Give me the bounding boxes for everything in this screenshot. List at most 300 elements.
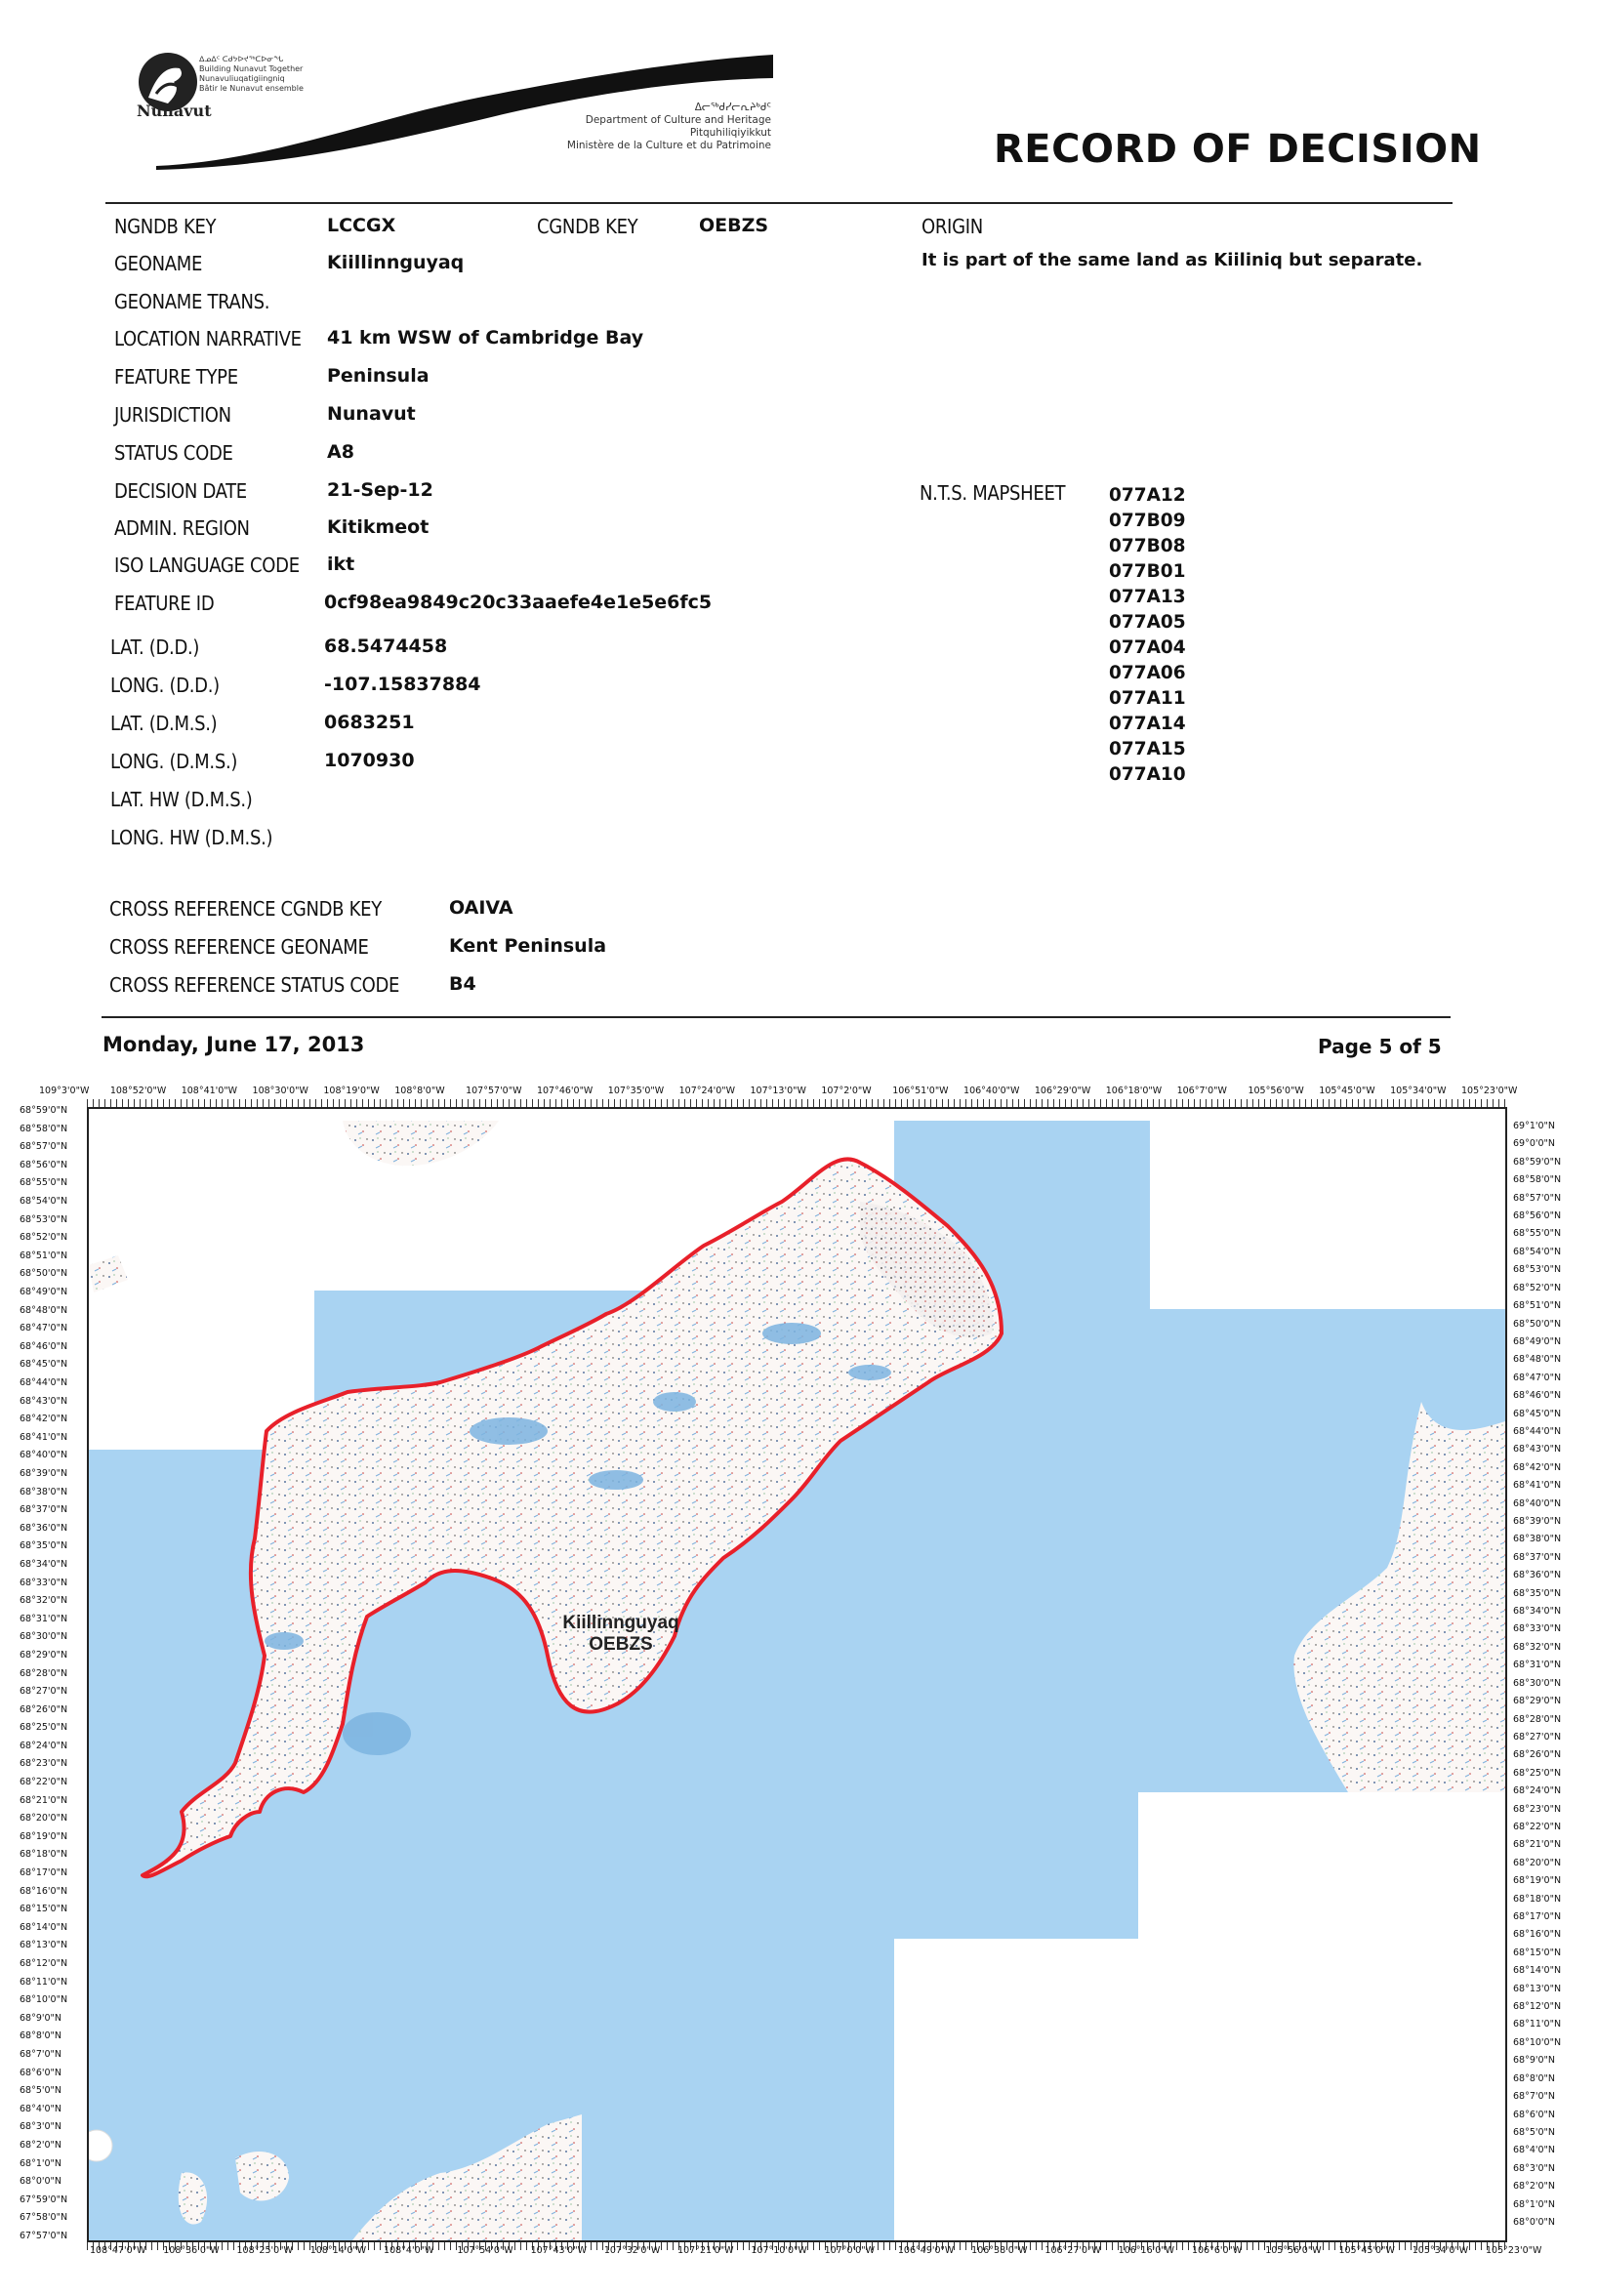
map-tick-mark xyxy=(298,2242,299,2250)
map-tick-mark xyxy=(1293,1099,1294,1107)
water-tile xyxy=(894,1480,1138,1939)
map-tick-mark xyxy=(772,1099,773,1107)
map-tick-mark xyxy=(298,1099,299,1107)
map-tick-label: 68°27'0"N xyxy=(1513,1731,1562,1742)
map-tick-mark xyxy=(186,1099,187,1107)
map-tick-mark xyxy=(391,1099,392,1107)
nts-mapsheet-list xyxy=(1109,483,1186,788)
map-tick-mark xyxy=(1235,1099,1236,1107)
map-tick-label: 106°16'0"W xyxy=(1118,2245,1175,2256)
map-tick-mark xyxy=(1030,2242,1031,2250)
map-tick-mark xyxy=(479,1099,480,1107)
map-tick-mark xyxy=(1405,2242,1406,2250)
map-tick-mark xyxy=(1129,1099,1130,1107)
map-tick-mark xyxy=(889,1099,890,1107)
map-tick-mark xyxy=(163,1099,164,1107)
map-tick-mark xyxy=(719,1099,720,1107)
map-tick-mark xyxy=(99,1099,100,1107)
map-tick-label: 108°25'0"W xyxy=(236,2245,293,2256)
map-tick-mark xyxy=(1493,1099,1494,1107)
map-tick-label: 68°25'0"N xyxy=(20,1722,68,1734)
map-tick-mark xyxy=(145,1099,146,1107)
map-tick-label: 68°1'0"N xyxy=(20,2157,62,2169)
ngndb-key-label: NGNDB KEY xyxy=(114,215,217,238)
map-tick-mark xyxy=(380,1099,381,1107)
map-tick-mark xyxy=(450,2242,451,2250)
map-tick-mark xyxy=(848,1099,849,1107)
map-tick-mark xyxy=(819,1099,820,1107)
map-tick-mark xyxy=(1469,1099,1470,1107)
map-tick-mark xyxy=(755,1099,756,1107)
map-tick-mark xyxy=(561,1099,562,1107)
map-tick-label: 68°57'0"N xyxy=(1513,1192,1562,1204)
map-tick-label: 68°47'0"N xyxy=(1513,1372,1562,1383)
map-tick-label: 105°23'0"W xyxy=(1486,2245,1542,2256)
map-tick-mark xyxy=(251,1099,252,1107)
footer-rule xyxy=(102,1016,1451,1018)
map-tick-mark xyxy=(1182,1099,1183,1107)
map-tick-label: 106°40'0"W xyxy=(963,1086,1020,1096)
map-tick-mark xyxy=(643,1099,644,1107)
map-tick-mark xyxy=(661,1099,662,1107)
field-value: 41 km WSW of Cambridge Bay xyxy=(327,327,644,348)
map-tick-mark xyxy=(1077,1099,1078,1107)
map-tick-mark xyxy=(1405,1099,1406,1107)
map-tick-label: 107°46'0"W xyxy=(536,1086,594,1096)
map-tick-mark xyxy=(415,1099,416,1107)
map-tick-label: 105°56'0"W xyxy=(1265,2245,1322,2256)
map-tick-label: 106°49'0"W xyxy=(897,2245,955,2256)
map-tick-label: 68°49'0"N xyxy=(1513,1335,1562,1347)
map-tick-mark xyxy=(280,1099,281,1107)
map-tick-mark xyxy=(356,1099,357,1107)
map-tick-mark xyxy=(268,1099,269,1107)
map-tick-mark xyxy=(878,2242,879,2250)
map-tick-label: 68°38'0"N xyxy=(20,1486,68,1497)
map-tick-mark xyxy=(1399,1099,1400,1107)
map-tick-label: 68°50'0"N xyxy=(1513,1318,1562,1330)
map-tick-label: 68°21'0"N xyxy=(1513,1839,1562,1851)
map-tick-mark xyxy=(432,1099,433,1107)
map-tick-mark xyxy=(807,1099,808,1107)
map-tick-mark xyxy=(883,2242,884,2250)
map-tick-label: 106°29'0"W xyxy=(1034,1086,1091,1096)
map-tick-mark xyxy=(919,1099,920,1107)
map-tick-label: 68°55'0"N xyxy=(20,1177,68,1189)
map-tick-mark xyxy=(760,1099,761,1107)
map-tick-mark xyxy=(450,1099,451,1107)
map-tick-mark xyxy=(473,1099,474,1107)
map-tick-mark xyxy=(930,1099,931,1107)
north-island xyxy=(343,1121,499,1166)
map-tick-label: 108°4'0"W xyxy=(384,2245,434,2256)
map-tick-mark xyxy=(157,2242,158,2250)
map-tick-mark xyxy=(104,1099,105,1107)
nts-sheet: 077B01 xyxy=(1109,561,1186,582)
map-tick-mark xyxy=(632,1099,633,1107)
map-tick-mark xyxy=(345,1099,346,1107)
cgndb-key-label: CGNDB KEY xyxy=(537,215,638,238)
map-tick-mark xyxy=(878,1099,879,1107)
map-tick-mark xyxy=(673,1099,674,1107)
map-tick-mark xyxy=(573,1099,574,1107)
map-tick-mark xyxy=(128,1099,129,1107)
map-tick-mark xyxy=(965,2242,966,2250)
map-tick-mark xyxy=(1112,1099,1113,1107)
map-tick-mark xyxy=(380,2242,381,2250)
map-tick-mark xyxy=(1247,2242,1248,2250)
map-tick-mark xyxy=(1399,2242,1400,2250)
map-tick-mark xyxy=(813,2242,814,2250)
map-tick-label: 105°23'0"W xyxy=(1461,1086,1518,1096)
map-tick-mark xyxy=(409,1099,410,1107)
map-tick-mark xyxy=(1159,1099,1160,1107)
map-canvas xyxy=(89,1109,1505,2240)
map-tick-label: 68°0'0"N xyxy=(1513,2217,1556,2228)
field-label: LAT. (D.M.S.) xyxy=(110,712,218,735)
map-tick-mark xyxy=(690,1099,691,1107)
map-tick-label: 68°15'0"N xyxy=(1513,1947,1562,1958)
map-tick-label: 68°14'0"N xyxy=(20,1921,68,1933)
map-tick-label: 108°8'0"W xyxy=(394,1086,445,1096)
map-frame xyxy=(87,1107,1507,2242)
map-tick-mark xyxy=(421,1099,422,1107)
map-tick-label: 68°33'0"N xyxy=(1513,1623,1562,1635)
map-tick-label: 68°46'0"N xyxy=(1513,1390,1562,1402)
map-tick-mark xyxy=(1065,1099,1066,1107)
map-tick-label: 107°24'0"W xyxy=(678,1086,736,1096)
map-tick-label: 105°45'0"W xyxy=(1338,2245,1395,2256)
map-tick-mark xyxy=(427,1099,428,1107)
field-value: Nunavut xyxy=(327,403,416,425)
map-tick-mark xyxy=(544,1099,545,1107)
map-tick-label: 68°26'0"N xyxy=(20,1703,68,1715)
map-tick-label: 68°22'0"N xyxy=(20,1777,68,1788)
lake xyxy=(343,1712,411,1755)
map-tick-mark xyxy=(714,1099,715,1107)
map-tick-label: 108°30'0"W xyxy=(252,1086,308,1096)
map-tick-mark xyxy=(895,1099,896,1107)
map-tick-label: 68°3'0"N xyxy=(1513,2162,1556,2174)
map-tick-label: 68°34'0"N xyxy=(20,1558,68,1570)
map-tick-label: 68°21'0"N xyxy=(20,1794,68,1806)
map-tick-label: 106°18'0"W xyxy=(1105,1086,1163,1096)
lake xyxy=(653,1392,696,1412)
map-tick-mark xyxy=(1106,1099,1107,1107)
map-tick-label: 105°34'0"W xyxy=(1412,2245,1469,2256)
map-tick-label: 68°7'0"N xyxy=(1513,2091,1556,2103)
footer-date: Monday, June 17, 2013 xyxy=(102,1033,365,1056)
map-tick-label: 68°7'0"N xyxy=(20,2049,62,2061)
map-tick-mark xyxy=(157,1099,158,1107)
map-tick-mark xyxy=(257,1099,258,1107)
map-tick-label: 68°24'0"N xyxy=(20,1740,68,1751)
map-tick-label: 68°50'0"N xyxy=(20,1268,68,1280)
map-tick-label: 68°41'0"N xyxy=(1513,1480,1562,1492)
cross-ref-value: B4 xyxy=(449,973,476,995)
map-tick-label: 108°19'0"W xyxy=(323,1086,380,1096)
map-tick-label: 68°33'0"N xyxy=(20,1577,68,1588)
ngndb-key-value: LCCGX xyxy=(327,215,396,236)
map-tick-mark xyxy=(778,1099,779,1107)
map-tick-mark xyxy=(1475,1099,1476,1107)
map-tick-label: 68°12'0"N xyxy=(20,1958,68,1970)
map-tick-label: 68°4'0"N xyxy=(1513,2145,1556,2156)
map-tick-label: 68°9'0"N xyxy=(1513,2055,1556,2067)
map-tick-mark xyxy=(743,2242,744,2250)
logo-tagline: Nunavuliuqatigiingniq xyxy=(199,74,285,83)
map-tick-mark xyxy=(936,1099,937,1107)
map-tick-mark xyxy=(397,1099,398,1107)
map-tick-mark xyxy=(333,1099,334,1107)
map-tick-label: 68°40'0"N xyxy=(20,1450,68,1461)
department-line: Pitquhiliqiyikkut xyxy=(689,127,771,139)
map-tick-label: 67°59'0"N xyxy=(20,2194,68,2205)
map-tick-mark xyxy=(1252,2242,1253,2250)
cross-ref-label: CROSS REFERENCE STATUS CODE xyxy=(109,973,400,997)
map-tick-label: 105°45'0"W xyxy=(1319,1086,1375,1096)
map-tick-mark xyxy=(192,1099,193,1107)
lake xyxy=(470,1417,548,1445)
logo-tagline: ᐃᓄᐃᑦ ᑕᑯᔭᐅᔪᖅᑕᐅᓂᖓ xyxy=(199,55,284,63)
map-tick-label: 107°57'0"W xyxy=(466,1086,522,1096)
map-tick-label: 68°19'0"N xyxy=(20,1830,68,1842)
nts-sheet: 077A05 xyxy=(1109,612,1186,633)
department-line: ᐃᓕᖅᑯᓯᓕᕆᔨᒃᑯᑦ xyxy=(694,102,771,113)
map-tick-label: 68°35'0"N xyxy=(1513,1587,1562,1599)
map-tick-label: 68°32'0"N xyxy=(20,1595,68,1607)
map-tick-label: 68°44'0"N xyxy=(20,1376,68,1388)
map-tick-mark xyxy=(456,1099,457,1107)
map-tick-label: 68°19'0"N xyxy=(1513,1875,1562,1887)
map-tick-label: 68°18'0"N xyxy=(20,1849,68,1861)
map-tick-mark xyxy=(591,2242,592,2250)
lake xyxy=(848,1365,891,1380)
map-tick-mark xyxy=(110,1099,111,1107)
map-tick-mark xyxy=(825,1099,826,1107)
map-tick-label: 68°15'0"N xyxy=(20,1904,68,1915)
map-tick-mark xyxy=(140,1099,141,1107)
map-tick-mark xyxy=(1206,1099,1207,1107)
map-tick-mark xyxy=(614,1099,615,1107)
map-tick-label: 68°3'0"N xyxy=(20,2121,62,2133)
map-tick-label: 68°46'0"N xyxy=(20,1340,68,1352)
map-tick-mark xyxy=(438,2242,439,2250)
map-tick-mark xyxy=(1135,1099,1136,1107)
map-tick-label: 68°44'0"N xyxy=(1513,1425,1562,1437)
map-tick-mark xyxy=(304,2242,305,2250)
map-tick-mark xyxy=(239,1099,240,1107)
map-tick-mark xyxy=(801,1099,802,1107)
map-tick-label: 68°48'0"N xyxy=(1513,1354,1562,1366)
map-tick-mark xyxy=(1229,1099,1230,1107)
map-tick-mark xyxy=(1452,1099,1453,1107)
map-tick-label: 68°31'0"N xyxy=(1513,1660,1562,1671)
map-tick-mark xyxy=(1047,1099,1048,1107)
map-tick-mark xyxy=(1264,1099,1265,1107)
map-tick-label: 68°42'0"N xyxy=(1513,1461,1562,1473)
map-tick-mark xyxy=(374,2242,375,2250)
map-tick-mark xyxy=(1165,1099,1166,1107)
field-label: STATUS CODE xyxy=(114,441,233,465)
map-tick-label: 68°51'0"N xyxy=(20,1250,68,1261)
map-tick-mark xyxy=(883,1099,884,1107)
field-value: ikt xyxy=(327,554,355,575)
map-tick-mark xyxy=(403,1099,404,1107)
map-tick-label: 68°52'0"N xyxy=(20,1232,68,1244)
cross-ref-value: Kent Peninsula xyxy=(449,935,607,957)
map-tick-mark xyxy=(661,2242,662,2250)
map-tick-label: 68°37'0"N xyxy=(20,1504,68,1516)
department-line: Department of Culture and Heritage xyxy=(585,114,771,126)
map-tick-label: 68°20'0"N xyxy=(1513,1857,1562,1868)
map-tick-label: 107°35'0"W xyxy=(607,1086,665,1096)
map-tick-label: 69°0'0"N xyxy=(1513,1138,1556,1150)
map-tick-mark xyxy=(889,2242,890,2250)
map-tick-mark xyxy=(1381,1099,1382,1107)
map-tick-label: 68°54'0"N xyxy=(20,1195,68,1207)
map-tick-label: 68°38'0"N xyxy=(1513,1534,1562,1545)
map-tick-label: 106°51'0"W xyxy=(892,1086,949,1096)
map-tick-mark xyxy=(444,2242,445,2250)
map-tick-mark xyxy=(819,2242,820,2250)
field-label: GEONAME xyxy=(114,252,203,275)
map-tick-label: 68°24'0"N xyxy=(1513,1785,1562,1797)
map-tick-label: 68°45'0"N xyxy=(1513,1408,1562,1419)
map-tick-label: 68°43'0"N xyxy=(20,1395,68,1407)
map-tick-mark xyxy=(667,1099,668,1107)
map-tick-mark xyxy=(438,1099,439,1107)
map-tick-mark xyxy=(1118,1099,1119,1107)
map-tick-label: 68°11'0"N xyxy=(1513,2019,1562,2030)
field-label: JURISDICTION xyxy=(114,403,231,427)
map-tick-mark xyxy=(860,1099,861,1107)
map-tick-mark xyxy=(1364,1099,1365,1107)
nts-sheet: 077A12 xyxy=(1109,485,1186,506)
map-tick-mark xyxy=(151,2242,152,2250)
map-tick-label: 68°52'0"N xyxy=(1513,1282,1562,1293)
map-tick-label: 68°56'0"N xyxy=(20,1159,68,1170)
map-tick-mark xyxy=(514,1099,515,1107)
map-tick-label: 68°59'0"N xyxy=(20,1105,68,1116)
map-tick-label: 68°8'0"N xyxy=(20,2030,62,2042)
map-tick-mark xyxy=(1428,1099,1429,1107)
map-tick-mark xyxy=(965,1099,966,1107)
map-tick-mark xyxy=(1375,1099,1376,1107)
map-tick-label: 107°54'0"W xyxy=(457,2245,513,2256)
map-tick-mark xyxy=(596,2242,597,2250)
map-tick-label: 68°14'0"N xyxy=(1513,1965,1562,1977)
department-block xyxy=(488,102,771,152)
map-tick-mark xyxy=(233,1099,234,1107)
map-tick-mark xyxy=(1487,1099,1488,1107)
nts-sheet: 077B09 xyxy=(1109,511,1186,531)
field-value: -107.15837884 xyxy=(324,674,481,695)
map-tick-mark xyxy=(263,1099,264,1107)
map-tick-mark xyxy=(1211,1099,1212,1107)
map-tick-mark xyxy=(1469,2242,1470,2250)
map-tick-mark xyxy=(1416,1099,1417,1107)
map-tick-label: 68°28'0"N xyxy=(1513,1713,1562,1725)
map-tick-label: 68°1'0"N xyxy=(1513,2198,1556,2210)
map-tick-mark xyxy=(116,1099,117,1107)
map-tick-label: 68°37'0"N xyxy=(1513,1551,1562,1563)
map-tick-label: 68°12'0"N xyxy=(1513,2001,1562,2013)
map-tick-mark xyxy=(1434,1099,1435,1107)
map-tick-mark xyxy=(503,1099,504,1107)
lake xyxy=(762,1323,821,1344)
nts-sheet: 077A06 xyxy=(1109,663,1186,683)
map-tick-mark xyxy=(1088,1099,1089,1107)
map-tick-mark xyxy=(1446,1099,1447,1107)
field-value: A8 xyxy=(327,441,354,463)
map-tick-mark xyxy=(1340,1099,1341,1107)
map-tick-mark xyxy=(1334,2242,1335,2250)
map-tick-label: 68°56'0"N xyxy=(1513,1210,1562,1222)
map-tick-mark xyxy=(749,1099,750,1107)
map-tick-label: 68°4'0"N xyxy=(20,2103,62,2114)
map-tick-label: 107°43'0"W xyxy=(530,2245,587,2256)
footer-page-number: Page 5 of 5 xyxy=(1318,1035,1442,1058)
map-tick-mark xyxy=(509,1099,510,1107)
nts-mapsheet-label: N.T.S. MAPSHEET xyxy=(920,481,1066,505)
map-tick-mark xyxy=(854,1099,855,1107)
map-tick-mark xyxy=(1299,1099,1300,1107)
map-tick-mark xyxy=(626,1099,627,1107)
map-tick-mark xyxy=(216,1099,217,1107)
field-label: LAT. (D.D.) xyxy=(110,636,200,659)
map-tick-label: 68°39'0"N xyxy=(20,1467,68,1479)
map-tick-mark xyxy=(444,1099,445,1107)
map-tick-mark xyxy=(520,2242,521,2250)
map-tick-mark xyxy=(1329,1099,1330,1107)
map-tick-label: 107°13'0"W xyxy=(750,1086,806,1096)
map-tick-mark xyxy=(1018,1099,1019,1107)
map-tick-mark xyxy=(1475,2242,1476,2250)
map-tick-mark xyxy=(684,1099,685,1107)
map-tick-label: 68°17'0"N xyxy=(1513,1911,1562,1923)
map-tick-label: 107°21'0"W xyxy=(677,2245,734,2256)
map-tick-mark xyxy=(1053,1099,1054,1107)
map-tick-mark xyxy=(901,1099,902,1107)
map-tick-label: 68°29'0"N xyxy=(1513,1696,1562,1707)
map-tick-mark xyxy=(737,1099,738,1107)
nts-sheet: 077A14 xyxy=(1109,714,1186,734)
map-tick-mark xyxy=(1059,1099,1060,1107)
map-tick-mark xyxy=(122,1099,123,1107)
map-tick-mark xyxy=(1188,1099,1189,1107)
map-tick-label: 68°49'0"N xyxy=(20,1286,68,1297)
department-line: Ministère de la Culture et du Patrimoine xyxy=(566,140,771,151)
map-tick-label: 68°2'0"N xyxy=(20,2140,62,2152)
map-tick-mark xyxy=(1176,2242,1177,2250)
map-tick-mark xyxy=(520,1099,521,1107)
map-tick-mark xyxy=(608,1099,609,1107)
field-value: 1070930 xyxy=(324,750,415,771)
map-tick-mark xyxy=(1188,2242,1189,2250)
map-tick-label: 105°56'0"W xyxy=(1248,1086,1304,1096)
map-tick-mark xyxy=(1042,1099,1043,1107)
map-tick-label: 68°23'0"N xyxy=(1513,1803,1562,1815)
logo-tagline: Bâtir le Nunavut ensemble xyxy=(199,84,304,93)
west-islet xyxy=(89,1255,128,1292)
map-tick-mark xyxy=(362,1099,363,1107)
map-tick-label: 68°16'0"N xyxy=(20,1885,68,1897)
map-tick-mark xyxy=(977,1099,978,1107)
lake xyxy=(589,1470,643,1490)
map-tick-mark xyxy=(942,1099,943,1107)
map-tick-label: 68°53'0"N xyxy=(20,1213,68,1225)
